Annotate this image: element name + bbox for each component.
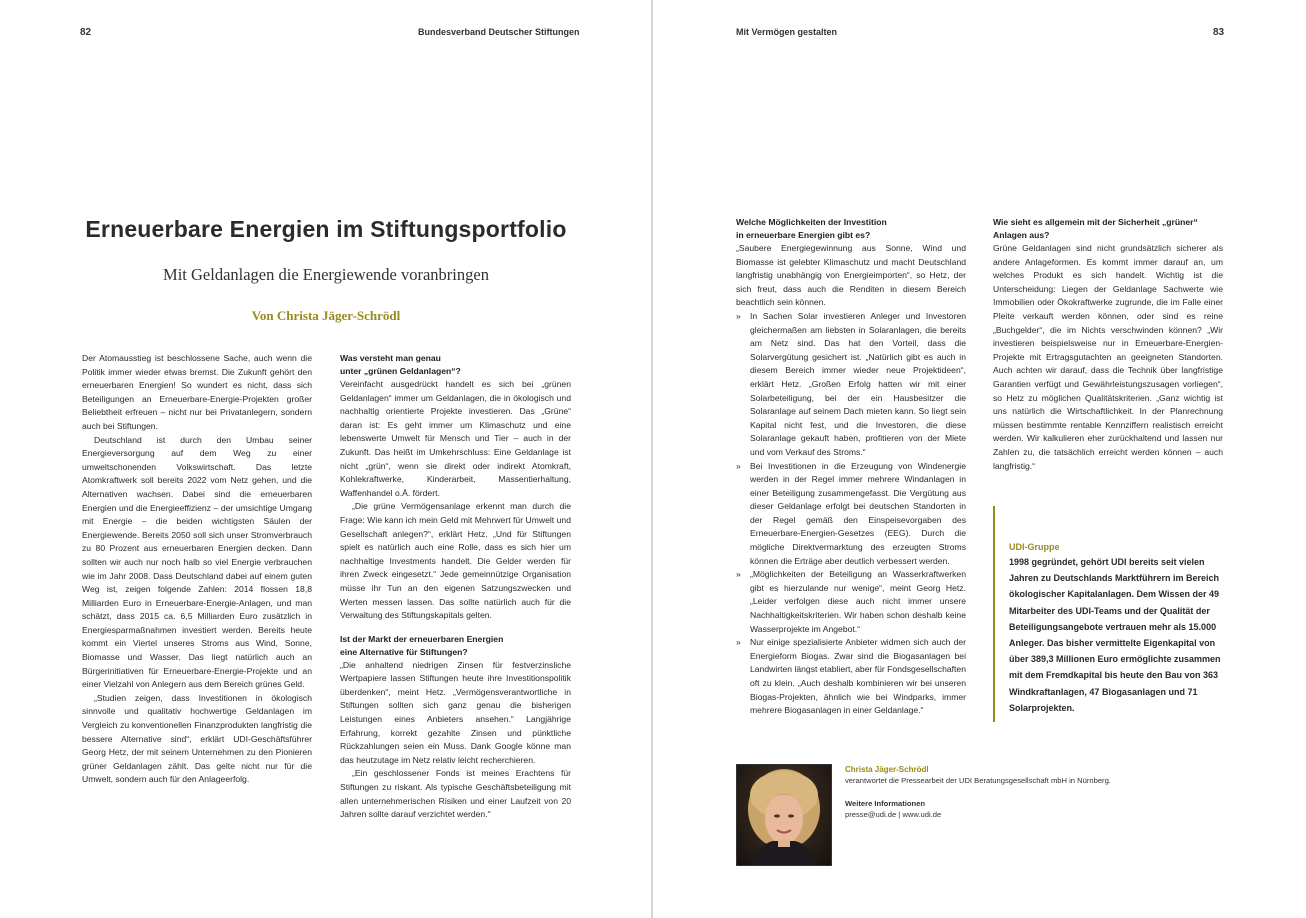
right-column-2 [993,216,1223,473]
heading-line: in erneuerbare Energien gibt es? [736,230,871,240]
paragraph: Vereinfacht ausgedrückt handelt es sich bei „grünen Geldanlagen“ immer um Geldanlagen, die in ökologisch und nachhaltig orientierte Projekte investieren. Das „Grüne“ daran ist: Es geht immer um Klimaschutz und eine lebenswerte Umwelt für Mensch und Tier – auch in der Zukunft. Das heißt im Umkehrschluss: Eine Geldanlage ist nicht „grün“, wenn sie direkt oder indirekt Atomkraft, Kohlekraftwerke, Kinderarbeit, Massentierhaltung, Waffenhandel o.Ä. fördert. [340,379,571,498]
paragraph: „Die grüne Vermögensanlage erkennt man durch die Frage: Wie kann ich mein Geld mit Mehrwert für Umwelt und Gesellschaft anlegen?“, erklärt Hetz. „Und für Stiftungen spielt es natürlich auch eine Rolle, dass es sich hier um nachhaltige Investments handelt. Die Gelder werden für ihren Zweck eingesetzt.“ Jede gemeinnützige Organisation müsse ihr Tun an den eigenen Satzungszwecken und Werten messen lassen. Das sollte natürlich auch für die Verwaltung des Stiftungskapitals gelten. [340,501,571,621]
section-heading [340,633,571,659]
heading-line: Anlagen aus? [993,230,1050,240]
author-byline: Von Christa Jäger-Schrödl [251,308,401,323]
udi-box-title: UDI-Gruppe [1009,542,1060,552]
article-title: Erneuerbare Energien im Stiftungsportfolio [85,216,567,242]
page-gutter [651,0,653,918]
portrait-illustration [737,765,831,865]
right-running-header: Mit Vermögen gestalten [736,27,838,37]
article-subtitle: Mit Geldanlagen die Energiewende voranbringen [163,265,489,284]
left-column-1 [82,352,312,787]
list-item: » Bei Investitionen in die Erzeugung von Windenergie werden in der Regel immer mehrere Windanlagen in einer Beteiligung zusammengefasst. Die Vergütung aus dieser Geldanlage erfolgt bei deutschen Standorten in der Regel gemäß den Einspeisevorgaben des Erneuerbare-Energien-Gesetzes (EEG). Durch die mögliche Direktvermarktung des erzeugten Stroms können die Erträge aber deutlich verbessert werden. [736,460,966,569]
paragraph: „Ein geschlossener Fonds ist meines Erachtens für Stiftungen zu riskant. Als typische Geschäftsbeteiligung mit allen unternehmerischen Risiken und einer Laufzeit von 20 Jahren sollte darauf verzichtet werden.“ [340,768,571,820]
list-item: » Nur einige spezialisierte Anbieter widmen sich auch der Energieform Biogas. Zwar sind die Biogasanlagen bei Landwirten längst etabliert, aber für Fondsgesellschaften oft zu klein. „Auch deshalb kombinieren wir bei unseren Biogas-Projekten, ähnlich wie bei Windparks, immer mehrere Biogasanlagen in einer Geldanlage.“ [736,636,966,718]
left-column-2 [340,352,571,822]
contact-links: presse@udi.de | www.udi.de [845,810,942,819]
paragraph: „Saubere Energiegewinnung aus Sonne, Wind und Biomasse ist gelebter Klimaschutz und macht Deutschland langfristig unabhängig von Energieimporten“, so Hetz, der sich freut, dass auch die Renditen in diesem Bereich beachtlich sein können. [736,243,966,308]
author-role: verantwortet die Pressearbeit der UDI Beratungsgesellschaft mbH in Nürnberg. [845,776,1111,785]
heading-line: Welche Möglichkeiten der Investition [736,217,887,227]
section-heading [993,216,1223,242]
author-bio [845,764,1165,820]
list-item: » „Möglichkeiten der Beteiligung an Wasserkraftwerken gibt es hierzulande nur wenige“, meint Georg Hetz. „Leider verfolgen diese auch nicht immer unsere Nachhaltigkeitskriterien. Wir haben schon deshalb keine Wasserprojekte im Angebot.“ [736,568,966,636]
heading-line: unter „grünen Geldanlagen“? [340,366,461,376]
bullet-list [736,310,966,718]
paragraph: Der Atomausstieg ist beschlossene Sache, auch wenn die Politik immer wieder etwas bremst. Die Zukunft gehört den erneuerbaren Energien! So wundert es nicht, dass sich Beteiligungen an Erneuerbare-Energie-Projekten großer Beliebtheit erfreuen – nicht nur bei Privatanlegern, sondern auch bei Stiftungen. [82,353,312,431]
list-item: » In Sachen Solar investieren Anleger und Investoren gleichermaßen am liebsten in Solaranlagen, die bereits am Netz sind. Das hat den Vorteil, dass die Solarvergütung gesichert ist. „Natürlich gibt es auch in diesem Bereich immer wieder neue Projektideen“, erklärt Hetz. „Großen Erfolg hatten wir mit einer Solarbeteiligung, bei der ein Hausbesitzer die Solaranlage auf seinem Dach mieten kann. So liegt sein Kapital nicht fest, und die Investoren, die diese Solaranlage gekauft haben, profitieren von der Miete und vom Verkauf des Stroms.“ [736,310,966,460]
right-page-number: 83 [1213,27,1225,38]
info-label: Weitere Informationen [845,799,926,808]
paragraph: „Studien zeigen, dass Investitionen in ökologisch sinnvolle und qualitativ hochwertige Geldanlagen im Vergleich zu konventionellen Finanzprodukten langfristig die bessere Alternative sind“, erklärt UDI-Geschäftsführer Georg Hetz, der mit seinem Unternehmen zu den Pionieren grüner Geldanlagen zählt. Das gelte nicht nur für die Umwelt, sondern auch für den Anlageerfolg. [82,692,312,785]
section-heading [736,216,966,242]
paragraph: „Die anhaltend niedrigen Zinsen für festverzinsliche Wertpapiere lassen Stiftungen heute ihre Investitionspolitik überdenken“, meint Hetz. „Vermögensverantwortliche in Stiftungen sollten sich ganz genau die bisherigen Leistungen eines Anbieters ansehen.“ Langjährige Erfahrung, korrekt gezahlte Zinsen und pünktliche Rückzahlungen seien ein Muss. Dank Google könne man das heutzutage im Netz relativ leicht recherchieren. [340,659,571,765]
heading-line: Wie sieht es allgemein mit der Sicherheit „grüner“ [993,217,1198,227]
left-running-header: Bundesverband Deutscher Stiftungen [418,27,580,37]
heading-line: Ist der Markt der erneuerbaren Energien [340,633,504,644]
udi-info-box [993,506,1235,722]
author-name: Christa Jäger-Schrödl [845,765,929,774]
udi-box-text: 1998 gegründet, gehört UDI bereits seit vielen Jahren zu Deutschlands Marktführern im Bereich ökologischer Kapitalanlagen. Dem Wissen der 49 Mitarbeiter des UDI-Teams und der Qualität der Beteiligungsangebote vertrauen mehr als 15.000 Anleger. Das bisher vermittelte Eigenkapital von über 389,3 Millionen Euro ermöglichte zusammen mit dem Fremdkapital bis heute den Bau von 363 Windkraftanlagen, 47 Biogasanlagen und 71 Solarprojekten. [1009,557,1221,713]
heading-line: Was versteht man genau [340,353,441,363]
left-page-number: 82 [80,27,92,38]
author-photo [736,764,832,866]
section-heading [340,352,571,378]
paragraph: Grüne Geldanlagen sind nicht grundsätzlich sicherer als andere Anlageformen. Es kommt immer darauf an, um welches Produkt es sich handelt. Wichtig ist die Unterscheidung: Liegen der Geldanlage Sachwerte wie Immobilien oder Ökokraftwerke zugrunde, die im Falle einer Pleite verkauft werden können, oder sind es reine „Buchgelder“, die im Nichts verschwinden können? „Wir investieren beispielsweise nur in Erneuerbare-Energien-Projekte mit Ertragsgutachten an geeigneten Standorten. Auch achten wir darauf, dass die Technik über langfristige Garantien verfügt und Gewährleistungszusagen vorliegen“, so Hetz zu möglichen Qualitätskriterien. „Ganz wichtig ist uns natürlich die Wirtschaftlichkeit. In der Planrechnung müssen bestimmte rentable Kennziffern realistisch erreicht werden. Wir kalkulieren eher zurückhaltend und lassen nur Zahlen zu, die tatsächlich erreicht werden können – auch langfristig.“ [993,243,1223,471]
paragraph: Deutschland ist durch den Umbau seiner Energieversorgung auf dem Weg zu einer umweltschonenden Volkswirtschaft. Das letzte Atomkraftwerk soll bereits 2022 vom Netz gehen, und die Alternativen wachsen. Dabei sind die erneuerbaren Energien und die Energieeffizienz – der umsichtige Umgang mit Energie – die beiden wichtigsten Säulen der Energiewende. Bereits 2050 soll sich unser Stromverbrauch zu 80 Prozent aus erneuerbaren Energien decken. Dann sollten wir auch nur noch halb so viel Energie verbrauchen wie im Jahr 2008. Dass Deutschland dabei auf einem guten Weg ist, zeigen folgende Zahlen: 2014 flossen 18,8 Milliarden Euro in Erneuerbare-Energie-Anlagen, und man schätzt, dass 2015 ca. 6,5 Milliarden Euro zusätzlich in Energiesparmaßnahmen investiert werden. Bereits heute kommt ein Viertel unseres Stroms aus Wind, Sonne, Biomasse und Wasser. Das liegt natürlich auch an Bürgerinitiativen für Erneuerbare-Energie-Projekte und an einer Vielzahl von Anlegern aus dem Bereich grünes Geld. [82,434,312,690]
right-column-1 [736,216,966,718]
heading-line: eine Alternative für Stiftungen? [340,646,468,657]
left-page [0,0,652,918]
